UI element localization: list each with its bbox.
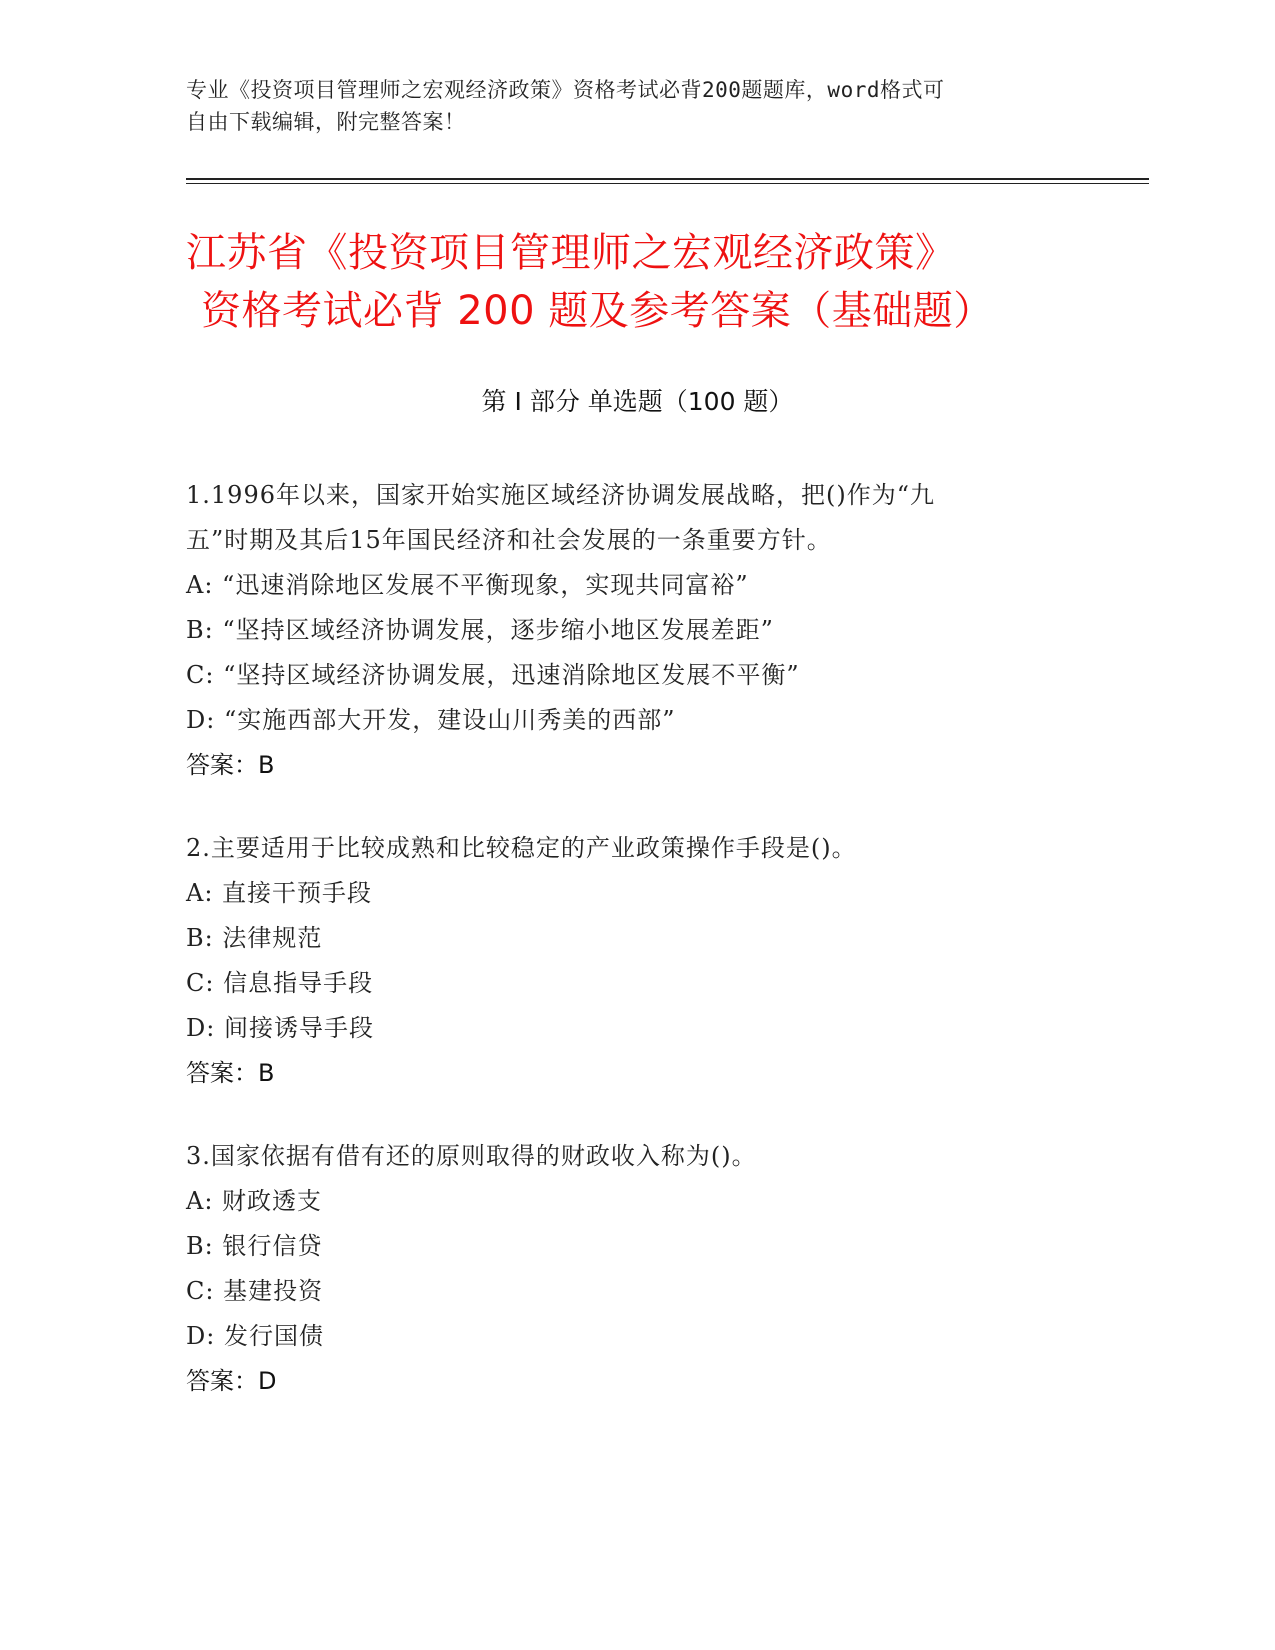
answer: 答案：B xyxy=(186,1059,275,1087)
header-note-line-2: 自由下载编辑，附完整答案！ xyxy=(186,110,466,134)
question-list xyxy=(186,473,1086,1442)
header-note-line-1: 专业《投资项目管理师之宏观经济政策》资格考试必背200题题库，word格式可 xyxy=(186,78,945,102)
option-b: B: 法律规范 xyxy=(186,924,323,952)
question-stem-line: 3.国家依据有借有还的原则取得的财政收入称为()。 xyxy=(186,1142,757,1170)
header-note xyxy=(186,74,1066,138)
section-title: 第 I 部分 单选题（100 题） xyxy=(481,387,794,416)
document-title-line-2: 资格考试必背 200 题及参考答案（基础题） xyxy=(201,288,994,334)
document-title xyxy=(186,224,1086,340)
question-stem-line: 1.1996年以来，国家开始实施区域经济协调发展战略，把()作为“九 xyxy=(186,481,935,509)
option-c: C: 基建投资 xyxy=(186,1277,324,1305)
option-d: D: 发行国债 xyxy=(186,1322,324,1350)
question-3 xyxy=(186,1134,1086,1404)
question-2 xyxy=(186,826,1086,1096)
answer: 答案：D xyxy=(186,1367,277,1395)
header-divider-thick xyxy=(186,178,1149,180)
question-stem-line: 2.主要适用于比较成熟和比较稳定的产业政策操作手段是()。 xyxy=(186,834,857,862)
header-divider-thin xyxy=(186,183,1149,184)
option-c: C: “坚持区域经济协调发展，迅速消除地区发展不平衡” xyxy=(186,661,800,689)
option-d: D: “实施西部大开发，建设山川秀美的西部” xyxy=(186,706,676,734)
question-stem-line: 五”时期及其后15年国民经济和社会发展的一条重要方针。 xyxy=(186,526,832,554)
document-title-line-1: 江苏省《投资项目管理师之宏观经济政策》 xyxy=(186,230,956,276)
question-1 xyxy=(186,473,1086,788)
question-stem xyxy=(186,826,1086,871)
question-stem xyxy=(186,1134,1086,1179)
option-a: A: 财政透支 xyxy=(186,1187,323,1215)
option-b: B: 银行信贷 xyxy=(186,1232,323,1260)
answer: 答案：B xyxy=(186,751,275,779)
option-a: A: “迅速消除地区发展不平衡现象，实现共同富裕” xyxy=(186,571,749,599)
question-stem xyxy=(186,473,1086,563)
option-d: D: 间接诱导手段 xyxy=(186,1014,374,1042)
option-c: C: 信息指导手段 xyxy=(186,969,374,997)
option-a: A: 直接干预手段 xyxy=(186,879,373,907)
option-b: B: “坚持区域经济协调发展，逐步缩小地区发展差距” xyxy=(186,616,774,644)
